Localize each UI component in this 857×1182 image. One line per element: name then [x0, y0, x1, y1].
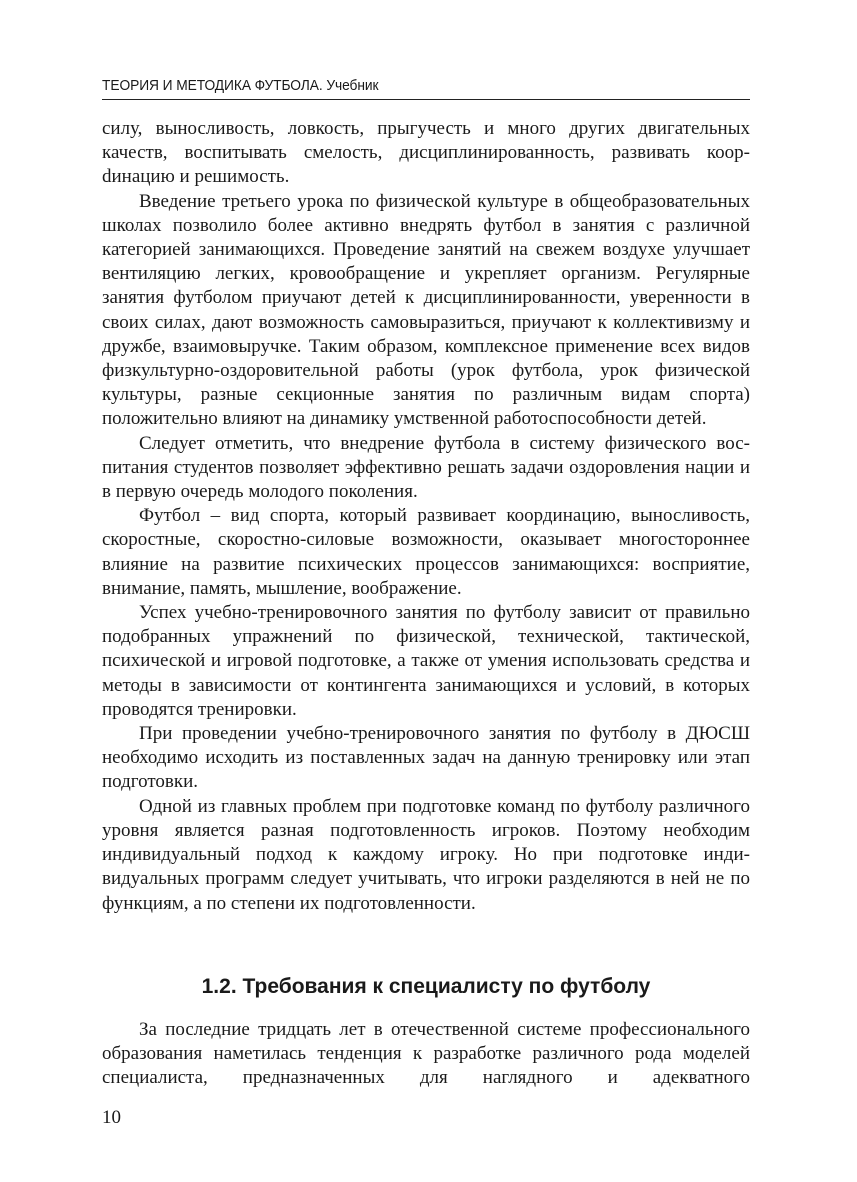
paragraph: Одной из главных проблем при подготовке команд по футболу различного уровня является разная подготовленность игроков. Поэтому необходим индивидуальный подход к каждому игроку. Но при подготовке индивидуальных программ следует учитывать, что игроки разделяются в ней не по функциям, а по степени их подготовленности. [102, 795, 750, 914]
paragraph: Футбол – вид спорта, который развивает координацию, выносливость, скоростные, скоростно-силовые возможности, оказывает многостороннее влияние на развитие психических процессов занимающихся: восприятие, внимание, память, мышление, воображение. [102, 505, 750, 599]
main-text [102, 117, 750, 916]
running-header: ТЕОРИЯ И МЕТОДИКА ФУТБОЛА. Учебник [102, 77, 379, 94]
paragraph-continued: силу, выносливость, ловкость, прыгучесть и много других двигательных качеств, воспитывать смелость, дисциплинированность, развивать коорdинацию и решимость. [102, 118, 750, 188]
section-heading: 1.2. Требования к специалисту по футболу [201, 975, 651, 998]
section-text [102, 1018, 750, 1091]
paragraph: Введение третьего урока по физической культуре в общеобразовательных школах позволило более активно внедрять футбол в занятия с различной категорией занимающихся. Проведение занятий на свежем воздухе улучшает вентиляцию легких, кровообращение и укрепляет организм. Регулярные занятия футболом приучают детей к дисциплинированности, уверенности в своих силах, дают возможность самовыразиться, приучают к коллективизму и дружбе, взаимовыручке. Таким образом, комплексное применение всех видов физкультурно-оздоровительной работы (урок футбола, урок физической культуры, разные секционные занятия по различным видам спорта) положительно влияют на динамику умственной работоспособности детей. [102, 190, 750, 430]
book-page [102, 0, 750, 1182]
paragraph: За последние тридцать лет в отечественной системе профессионального образования наметилась тенденция к разработке различного рода моделей специалиста, предназначенных для наглядного и адекватного [102, 1019, 750, 1089]
page-number: 10 [102, 1107, 121, 1128]
paragraph: Успех учебно-тренировочного занятия по футболу зависит от правильно подобранных упражнений по физической, технической, тактической, психической и игровой подготовке, а также от умения использовать средства и методы в зависимости от контингента занимающихся и условий, в которых проводятся тренировки. [102, 602, 750, 720]
header-rule [102, 99, 750, 100]
paragraph: Следует отметить, что внедрение футбола в систему физического воспитания студентов позволяет эффективно решать задачи оздоровления нации и в первую очередь молодого поколения. [102, 432, 750, 503]
paragraph: При проведении учебно-тренировочного занятия по футболу в ДЮСШ необходимо исходить из поставленных задач на данную тренировку или этап подготовки. [102, 723, 750, 793]
